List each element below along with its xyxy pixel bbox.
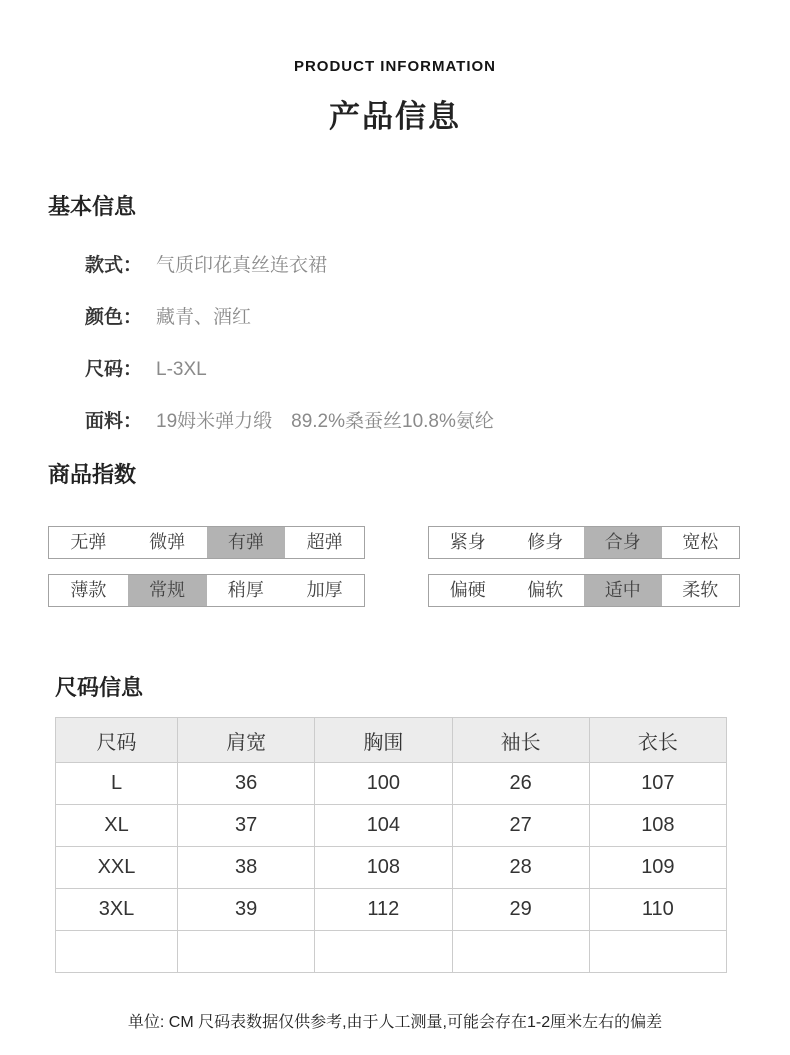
index-option-selected: 常规 bbox=[128, 575, 207, 606]
table-row bbox=[56, 847, 727, 889]
info-label-style: 款式： bbox=[85, 255, 143, 276]
index-group-thickness bbox=[48, 574, 365, 607]
cell-size: 3XL bbox=[56, 889, 178, 931]
table-row-empty bbox=[56, 931, 727, 973]
info-value-style: 气质印花真丝连衣裙 bbox=[156, 255, 328, 276]
index-option-selected: 合身 bbox=[584, 527, 662, 558]
cell-sleeve: 26 bbox=[452, 763, 589, 805]
index-option-selected: 有弹 bbox=[207, 527, 286, 558]
index-option: 微弹 bbox=[149, 532, 186, 552]
size-info-heading: 尺码信息 bbox=[55, 675, 144, 700]
cell-length: 108 bbox=[589, 805, 726, 847]
index-option-selected: 适中 bbox=[584, 575, 662, 606]
product-index-grid bbox=[48, 526, 790, 607]
cell-size bbox=[56, 931, 178, 973]
info-row-fabric bbox=[85, 410, 790, 433]
index-option: 无弹 bbox=[70, 532, 107, 552]
cell-sleeve: 27 bbox=[452, 805, 589, 847]
page-title: 产品信息 bbox=[329, 99, 461, 134]
cell-size: XXL bbox=[56, 847, 178, 889]
index-group-softness bbox=[428, 574, 740, 607]
col-header-bust: 胸围 bbox=[315, 718, 452, 763]
cell-length: 109 bbox=[589, 847, 726, 889]
info-value-size: L-3XL bbox=[156, 359, 207, 380]
col-header-sleeve: 袖长 bbox=[452, 718, 589, 763]
table-row bbox=[56, 805, 727, 847]
eyebrow-title: PRODUCT INFORMATION bbox=[293, 58, 497, 75]
info-label-size: 尺码： bbox=[85, 359, 143, 380]
product-index-section bbox=[48, 462, 790, 607]
index-option: 紧身 bbox=[449, 532, 486, 552]
info-row-style bbox=[85, 254, 790, 277]
index-option: 加厚 bbox=[306, 580, 343, 600]
table-row bbox=[56, 889, 727, 931]
col-header-length: 衣长 bbox=[589, 718, 726, 763]
cell-length: 107 bbox=[589, 763, 726, 805]
size-info-section bbox=[55, 675, 790, 973]
index-option: 薄款 bbox=[70, 580, 107, 600]
cell-size: L bbox=[56, 763, 178, 805]
cell-shoulder: 38 bbox=[178, 847, 315, 889]
cell-sleeve: 28 bbox=[452, 847, 589, 889]
measurement-disclaimer: 单位: CM 尺码表数据仅供参考,由于人工测量,可能会存在1-2厘米左右的偏差 bbox=[127, 1014, 663, 1031]
info-row-color bbox=[85, 306, 790, 329]
col-header-shoulder: 肩宽 bbox=[178, 718, 315, 763]
info-label-fabric: 面料： bbox=[85, 411, 143, 432]
info-value-color: 藏青、酒红 bbox=[156, 307, 252, 328]
size-table-header-row bbox=[56, 718, 727, 763]
size-table bbox=[55, 717, 727, 973]
cell-bust: 108 bbox=[315, 847, 452, 889]
cell-shoulder bbox=[178, 931, 315, 973]
index-group-elasticity bbox=[48, 526, 365, 559]
product-index-heading: 商品指数 bbox=[48, 462, 137, 487]
index-option: 修身 bbox=[527, 532, 564, 552]
index-option: 稍厚 bbox=[227, 580, 264, 600]
cell-length bbox=[589, 931, 726, 973]
cell-shoulder: 37 bbox=[178, 805, 315, 847]
cell-bust: 104 bbox=[315, 805, 452, 847]
index-option: 柔软 bbox=[682, 580, 719, 600]
basic-info-heading: 基本信息 bbox=[48, 194, 137, 219]
cell-size: XL bbox=[56, 805, 178, 847]
basic-info-rows bbox=[85, 254, 790, 433]
index-option: 宽松 bbox=[682, 532, 719, 552]
cell-shoulder: 36 bbox=[178, 763, 315, 805]
col-header-size: 尺码 bbox=[56, 718, 178, 763]
cell-shoulder: 39 bbox=[178, 889, 315, 931]
cell-length: 110 bbox=[589, 889, 726, 931]
cell-bust bbox=[315, 931, 452, 973]
index-option: 超弹 bbox=[306, 532, 343, 552]
cell-bust: 100 bbox=[315, 763, 452, 805]
index-option: 偏软 bbox=[527, 580, 564, 600]
cell-sleeve: 29 bbox=[452, 889, 589, 931]
basic-info-section bbox=[48, 194, 790, 433]
index-group-fit bbox=[428, 526, 740, 559]
info-label-color: 颜色： bbox=[85, 307, 143, 328]
info-value-fabric: 19姆米弹力缎 89.2%桑蚕丝10.8%氨纶 bbox=[156, 411, 494, 432]
info-row-size bbox=[85, 358, 790, 381]
table-row bbox=[56, 763, 727, 805]
index-option: 偏硬 bbox=[449, 580, 486, 600]
cell-sleeve bbox=[452, 931, 589, 973]
cell-bust: 112 bbox=[315, 889, 452, 931]
